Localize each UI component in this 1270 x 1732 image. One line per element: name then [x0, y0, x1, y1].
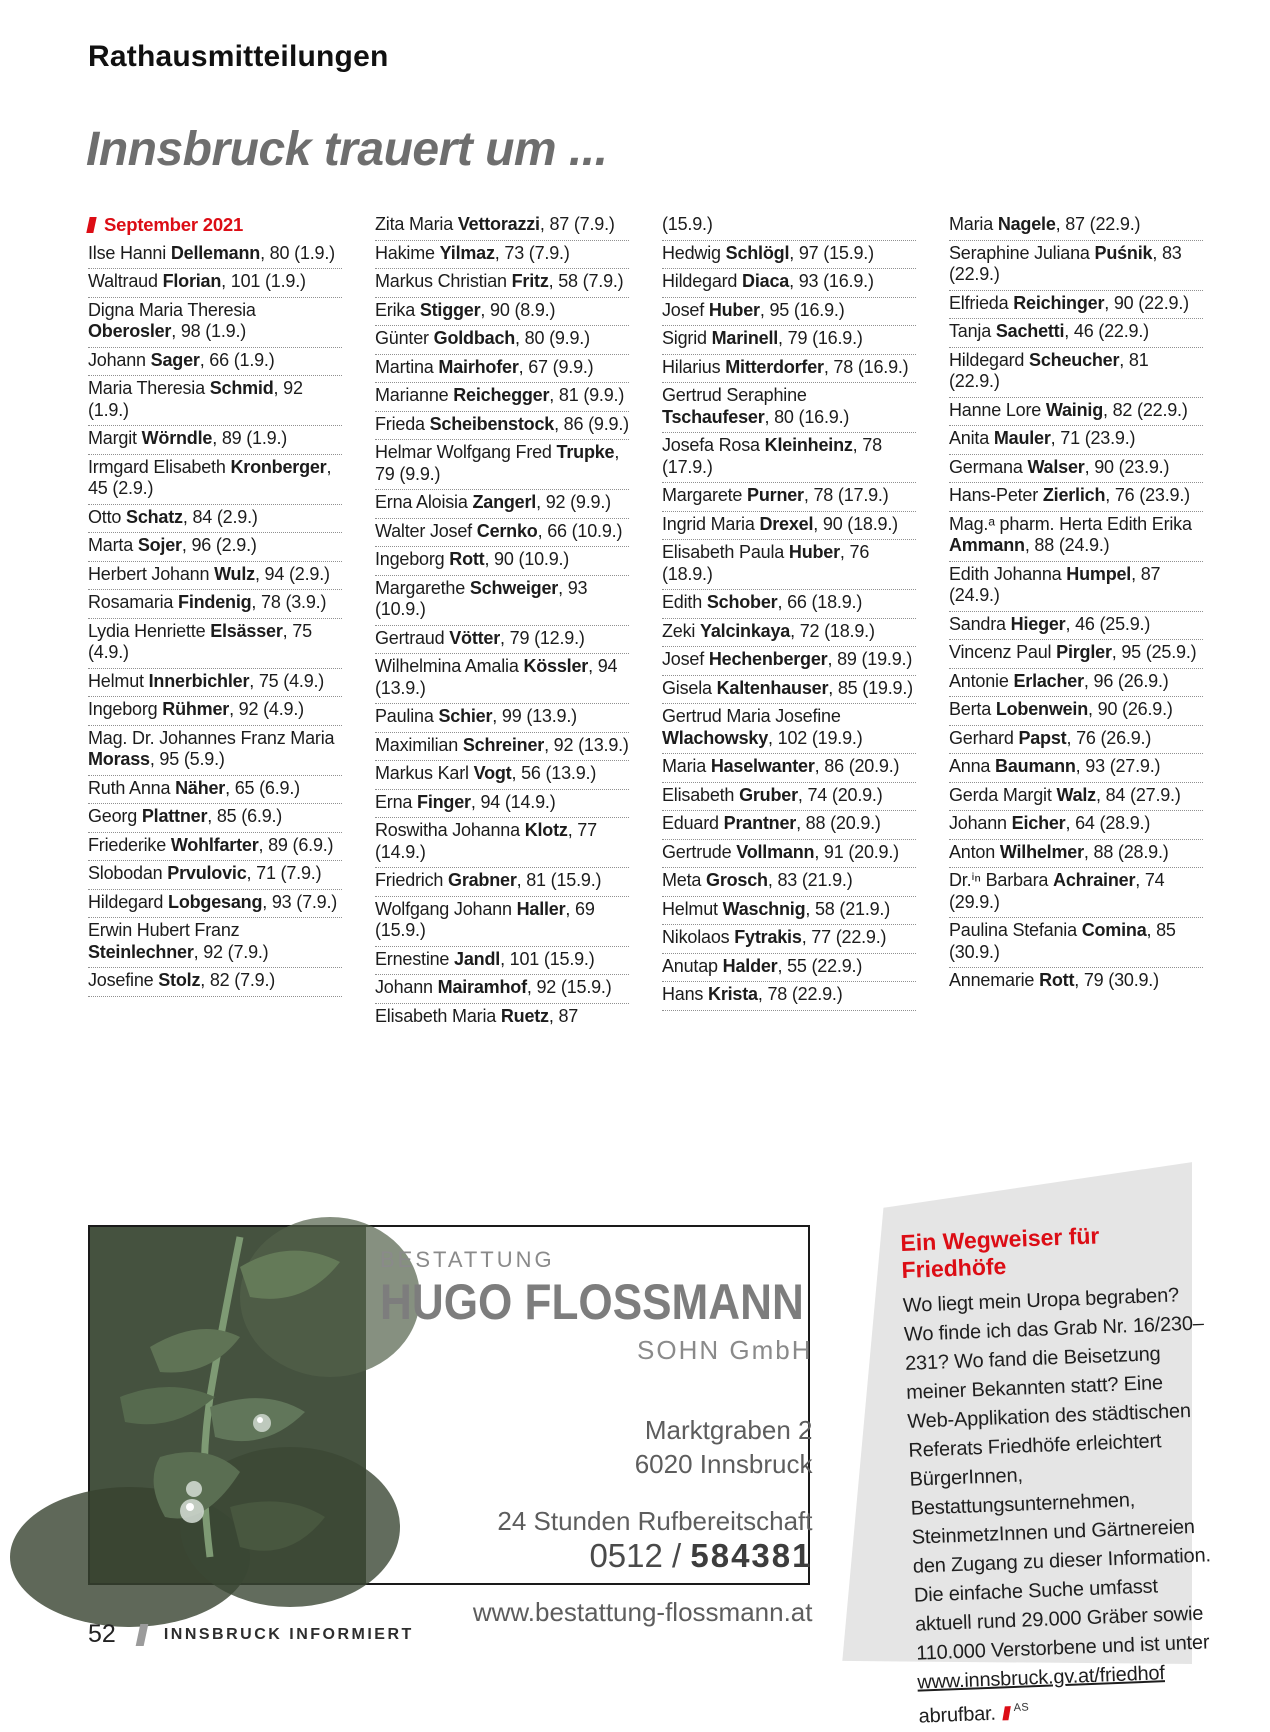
obituary-entry: Gerhard Papst, 76 (26.9.) — [949, 726, 1203, 755]
obituary-entry: Gerda Margit Walz, 84 (27.9.) — [949, 783, 1203, 812]
friedhof-web-link[interactable]: www.innsbruck.gv.at/friedhof — [916, 1662, 1166, 1694]
obituary-column-1 — [88, 212, 342, 1031]
obituary-entry: Hildegard Diaca, 93 (16.9.) — [662, 269, 916, 298]
author-initials: AS — [1013, 1701, 1030, 1714]
obituary-entry: Slobodan Prvulovic, 71 (7.9.) — [88, 861, 342, 890]
obituary-entry: Erwin Hubert Franz Steinlechner, 92 (7.9.) — [88, 918, 342, 968]
gray-slash-icon — [135, 1624, 148, 1646]
obituary-entry: Josef Huber, 95 (16.9.) — [662, 298, 916, 327]
page-number: 52 — [88, 1620, 116, 1648]
obituary-entry: Walter Josef Cernko, 66 (10.9.) — [375, 519, 629, 548]
section-kicker: Rathausmitteilungen — [88, 40, 389, 73]
obituary-entry: Hilarius Mitterdorfer, 78 (16.9.) — [662, 355, 916, 384]
obituary-entry: Herbert Johann Wulz, 94 (2.9.) — [88, 562, 342, 591]
obituary-entry: Anita Mauler, 71 (23.9.) — [949, 426, 1203, 455]
obituary-entry: Hildegard Lobgesang, 93 (7.9.) — [88, 890, 342, 919]
ad-phone-prefix: 0512 / — [589, 1536, 691, 1574]
ad-text-area — [366, 1227, 825, 1627]
ad-address-street: Marktgraben 2 — [644, 1415, 813, 1445]
obituary-entry: Annemarie Rott, 79 (30.9.) — [949, 970, 1159, 990]
ad-phone-number: 584381 — [690, 1536, 813, 1574]
infobox-title: Ein Wegweiser für Friedhöfe — [900, 1222, 1100, 1283]
obituary-entry: Josefa Rosa Kleinheinz, 78 (17.9.) — [662, 433, 916, 483]
obituary-entry: Paulina Schier, 99 (13.9.) — [375, 704, 629, 733]
obituary-entry: Helmar Wolfgang Fred Trupke, 79 (9.9.) — [375, 440, 629, 490]
obituary-entry: Meta Grosch, 83 (21.9.) — [662, 868, 916, 897]
obituary-entry: Tanja Sachetti, 46 (22.9.) — [949, 319, 1203, 348]
obituary-entry: Rosamaria Findenig, 78 (3.9.) — [88, 590, 342, 619]
obituary-entry: Markus Christian Fritz, 58 (7.9.) — [375, 269, 629, 298]
ad-address — [380, 1414, 813, 1482]
funeral-home-ad — [88, 1225, 813, 1627]
obituary-entry: Nikolaos Fytrakis, 77 (22.9.) — [662, 925, 916, 954]
obituary-entry: Johann Sager, 66 (1.9.) — [88, 348, 342, 377]
obituary-entry: Marianne Reichegger, 81 (9.9.) — [375, 383, 629, 412]
infobox-content — [900, 1218, 1221, 1731]
obituary-entry: Helmut Innerbichler, 75 (4.9.) — [88, 669, 342, 698]
obituary-entry: Anton Wilhelmer, 88 (28.9.) — [949, 840, 1203, 869]
obituary-entry: Sandra Hieger, 46 (25.9.) — [949, 612, 1203, 641]
page-title: Innsbruck trauert um ... — [86, 123, 608, 176]
obituary-entry: Ingeborg Rühmer, 92 (4.9.) — [88, 697, 342, 726]
obituary-entry: Ingrid Maria Drexel, 90 (18.9.) — [662, 512, 916, 541]
obituary-entry: Frieda Scheibenstock, 86 (9.9.) — [375, 412, 629, 441]
obituary-entry: Elisabeth Paula Huber, 76 (18.9.) — [662, 540, 916, 590]
obituary-entry: Georg Plattner, 85 (6.9.) — [88, 804, 342, 833]
obituary-entry: Antonie Erlacher, 96 (26.9.) — [949, 669, 1203, 698]
obituary-entry: Hanne Lore Wainig, 82 (22.9.) — [949, 398, 1203, 427]
obituary-entry: Friedrich Grabner, 81 (15.9.) — [375, 868, 629, 897]
obituary-entry: Zeki Yalcinkaya, 72 (18.9.) — [662, 619, 916, 648]
infobox-text: Wo liegt mein Uropa begraben? Wo finde ich das Grab Nr. 16/230–231? Wo fand die Beisetzung meiner Bekannten statt? Eine Web-Applikation des städtischen Referats Friedhöfe erleichtert BürgerInnen, Bestattungsunternehmen, SteinmetzInnen und Gärtnereien den Zugang zu dieser Information. Die einfache Suche umfasst aktuell rund 29.000 Gräber sowie 110.000 Verstorbene und ist unter — [902, 1284, 1212, 1665]
infobox-body — [902, 1280, 1221, 1731]
obituary-entry: Margarethe Schweiger, 93 (10.9.) — [375, 576, 629, 626]
obituary-entry: Maria Haselwanter, 86 (20.9.) — [662, 754, 916, 783]
obituary-column-4 — [949, 212, 1203, 1031]
infobox-text-end: abrufbar. — [918, 1702, 997, 1728]
obituary-entry: Digna Maria Theresia Oberosler, 98 (1.9.) — [88, 298, 342, 348]
magazine-name: INNSBRUCK INFORMIERT — [163, 1625, 414, 1643]
obituary-entry: Margit Wörndle, 89 (1.9.) — [88, 426, 342, 455]
page-footer — [88, 1620, 414, 1649]
obituary-entry: Hedwig Schlögl, 97 (15.9.) — [662, 241, 916, 270]
obituary-entry: Germana Walser, 90 (23.9.) — [949, 455, 1203, 484]
obituary-entry: Maximilian Schreiner, 92 (13.9.) — [375, 733, 629, 762]
obituary-entry: Maria Nagele, 87 (22.9.) — [949, 212, 1203, 241]
obituary-entry: Johann Mairamhof, 92 (15.9.) — [375, 975, 629, 1004]
obituary-entry: Gisela Kaltenhauser, 85 (19.9.) — [662, 676, 916, 705]
ad-company-suffix: SOHN GmbH — [637, 1335, 813, 1365]
obituary-entry: Josefine Stolz, 82 (7.9.) — [88, 968, 342, 997]
ad-website-link[interactable]: www.bestattung-flossmann.at — [472, 1596, 813, 1627]
obituary-entry: Gertrud Maria Josefine Wlachowsky, 102 (19.9.) — [662, 704, 916, 754]
obituary-entry: Erna Finger, 94 (14.9.) — [375, 790, 629, 819]
red-slash-icon — [86, 217, 96, 233]
obituary-entry: Markus Karl Vogt, 56 (13.9.) — [375, 761, 629, 790]
obituary-entry: Marta Sojer, 96 (2.9.) — [88, 533, 342, 562]
obituary-entry: Friederike Wohlfarter, 89 (6.9.) — [88, 833, 342, 862]
ad-logo: HUGO FLOSSMANN — [380, 1273, 804, 1331]
ad-service-line: 24 Stunden Rufbereitschaft — [497, 1505, 813, 1536]
obituary-entry: Gertraud Vötter, 79 (12.9.) — [375, 626, 629, 655]
obituary-entry: Elisabeth Maria Ruetz, 87 — [375, 1005, 579, 1026]
obituary-entry: Helmut Waschnig, 58 (21.9.) — [662, 897, 916, 926]
obituary-entry: Elisabeth Gruber, 74 (20.9.) — [662, 783, 916, 812]
obituary-entry: Eduard Prantner, 88 (20.9.) — [662, 811, 916, 840]
obituary-entry: Josef Hechenberger, 89 (19.9.) — [662, 647, 916, 676]
obituary-entry: Mag.ᵃ pharm. Herta Edith Erika Ammann, 88 (24.9.) — [949, 512, 1203, 562]
obituary-entry: Wilhelmina Amalia Kössler, 94 (13.9.) — [375, 654, 629, 704]
obituary-entry: Ingeborg Rott, 90 (10.9.) — [375, 547, 629, 576]
obituary-entry: Hakime Yilmaz, 73 (7.9.) — [375, 241, 629, 270]
obituary-entry: Erika Stigger, 90 (8.9.) — [375, 298, 629, 327]
obituary-entry: Paulina Stefania Comina, 85 (30.9.) — [949, 918, 1203, 968]
obituary-entry: Hildegard Scheucher, 81 (22.9.) — [949, 348, 1203, 398]
obituary-entry: Waltraud Florian, 101 (1.9.) — [88, 269, 342, 298]
obituary-entry: Hans-Peter Zierlich, 76 (23.9.) — [949, 483, 1203, 512]
obituary-entry: Anutap Halder, 55 (22.9.) — [662, 954, 916, 983]
red-slash-icon — [1003, 1706, 1011, 1720]
obituary-entry: Vincenz Paul Pirgler, 95 (25.9.) — [949, 640, 1203, 669]
obituary-entry: Ilse Hanni Dellemann, 80 (1.9.) — [88, 241, 342, 270]
obituary-entry: Gertrude Vollmann, 91 (20.9.) — [662, 840, 916, 869]
obituary-entry: Edith Schober, 66 (18.9.) — [662, 590, 916, 619]
obituary-entry: Lydia Henriette Elsässer, 75 (4.9.) — [88, 619, 342, 669]
ad-kicker: BESTATTUNG — [380, 1247, 555, 1272]
obituary-entry: Martina Mairhofer, 67 (9.9.) — [375, 355, 629, 384]
obituary-entry: Otto Schatz, 84 (2.9.) — [88, 505, 342, 534]
obituary-entry: Berta Lobenwein, 90 (26.9.) — [949, 697, 1203, 726]
clover-leaves-photo — [90, 1227, 366, 1583]
obituary-entry: Dr.ⁱⁿ Barbara Achrainer, 74 (29.9.) — [949, 868, 1203, 918]
obituary-column-3 — [662, 212, 916, 1031]
obituary-entry: Edith Johanna Humpel, 87 (24.9.) — [949, 562, 1203, 612]
ad-phone — [380, 1537, 813, 1575]
obituary-entry: (15.9.) — [662, 212, 916, 241]
obituary-column-2 — [375, 212, 629, 1031]
obituary-entry: Ruth Anna Näher, 65 (6.9.) — [88, 776, 342, 805]
obituary-entry: Erna Aloisia Zangerl, 92 (9.9.) — [375, 490, 629, 519]
obituary-entry: Hans Krista, 78 (22.9.) — [662, 982, 916, 1011]
ad-address-city: 6020 Innsbruck — [634, 1448, 813, 1479]
obituary-entry: Günter Goldbach, 80 (9.9.) — [375, 326, 629, 355]
obituary-entry: Seraphine Juliana Puśnik, 83 (22.9.) — [949, 241, 1203, 291]
obituary-entry: Johann Eicher, 64 (28.9.) — [949, 811, 1203, 840]
obituary-entry: Zita Maria Vettorazzi, 87 (7.9.) — [375, 212, 629, 241]
obituary-entry: Sigrid Marinell, 79 (16.9.) — [662, 326, 916, 355]
obituary-entry: Wolfgang Johann Haller, 69 (15.9.) — [375, 897, 629, 947]
obituary-entry: Ernestine Jandl, 101 (15.9.) — [375, 947, 629, 976]
obituary-entry: Gertrud Seraphine Tschaufeser, 80 (16.9.) — [662, 383, 916, 433]
month-header: September 2021 — [88, 212, 342, 241]
obituary-entry: Irmgard Elisabeth Kronberger, 45 (2.9.) — [88, 455, 342, 505]
obituary-entry: Anna Baumann, 93 (27.9.) — [949, 754, 1203, 783]
cemetery-infobox — [818, 1158, 1212, 1728]
obituary-entry: Elfrieda Reichinger, 90 (22.9.) — [949, 291, 1203, 320]
obituary-entry: Roswitha Johanna Klotz, 77 (14.9.) — [375, 818, 629, 868]
obituary-entry: Margarete Purner, 78 (17.9.) — [662, 483, 916, 512]
obituary-entry: Maria Theresia Schmid, 92 (1.9.) — [88, 376, 342, 426]
obituary-columns — [88, 212, 1203, 1031]
obituary-entry: Mag. Dr. Johannes Franz Maria Morass, 95 (5.9.) — [88, 726, 342, 776]
